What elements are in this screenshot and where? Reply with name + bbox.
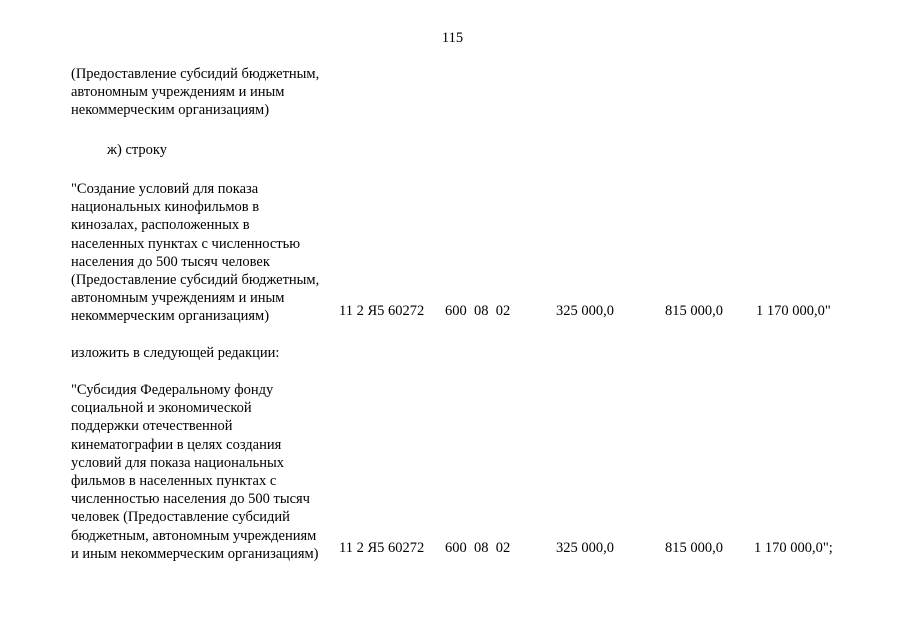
description-line: условий для показа национальных — [71, 454, 285, 471]
description-line: "Субсидия Федеральному фонду — [71, 382, 274, 398]
description-line: кинозалах, расположенных в — [71, 217, 250, 234]
new-row-sum-1: 325 000,0 — [556, 540, 614, 556]
new-row-type: 600 08 02 — [445, 540, 511, 556]
description-line: населенных пунктах с численностью — [71, 235, 301, 252]
description-line: бюджетным, автономным учреждениям — [71, 527, 317, 544]
description-line: "Создание условий для показа — [71, 181, 259, 197]
description-line: национальных кинофильмов в — [71, 199, 260, 216]
description-line: (Предоставление субсидий бюджетным, — [71, 272, 320, 289]
old-row-type: 600 08 02 — [445, 303, 511, 319]
description-line: некоммерческим организациям) — [71, 308, 270, 325]
old-row-description — [71, 180, 332, 326]
description-line: автономным учреждениям и иным — [71, 290, 285, 307]
description-line: (Предоставление субсидий бюджетным, — [71, 66, 320, 82]
old-row-total: 1 170 000,0" — [756, 303, 831, 319]
new-row-sum-2: 815 000,0 — [665, 540, 723, 556]
old-row-sum-1: 325 000,0 — [556, 303, 614, 319]
old-row-sum-2: 815 000,0 — [665, 303, 723, 319]
description-line: человек (Предоставление субсидий — [71, 509, 290, 526]
description-line: кинематографии в целях создания — [71, 436, 282, 453]
description-line: и иным некоммерческим организациям) — [71, 545, 319, 562]
previous-row-description — [71, 65, 332, 120]
description-line: численностью населения до 500 тысяч — [71, 491, 310, 508]
item-label: ж) строку — [107, 142, 168, 158]
instruction-text: изложить в следующей редакции: — [71, 345, 280, 361]
new-row-code: 11 2 Я5 60272 — [339, 540, 425, 556]
old-row-code: 11 2 Я5 60272 — [339, 303, 425, 319]
description-line: фильмов в населенных пунктах с — [71, 473, 277, 490]
description-line: населения до 500 тысяч человек — [71, 253, 270, 270]
description-line: некоммерческим организациям) — [71, 102, 270, 119]
description-line: поддержки отечественной — [71, 418, 233, 435]
new-row-description — [71, 381, 332, 563]
description-line: автономным учреждениям и иным — [71, 84, 285, 101]
page-number: 115 — [441, 30, 464, 46]
new-row-total: 1 170 000,0"; — [754, 540, 833, 556]
description-line: социальной и экономической — [71, 400, 252, 417]
